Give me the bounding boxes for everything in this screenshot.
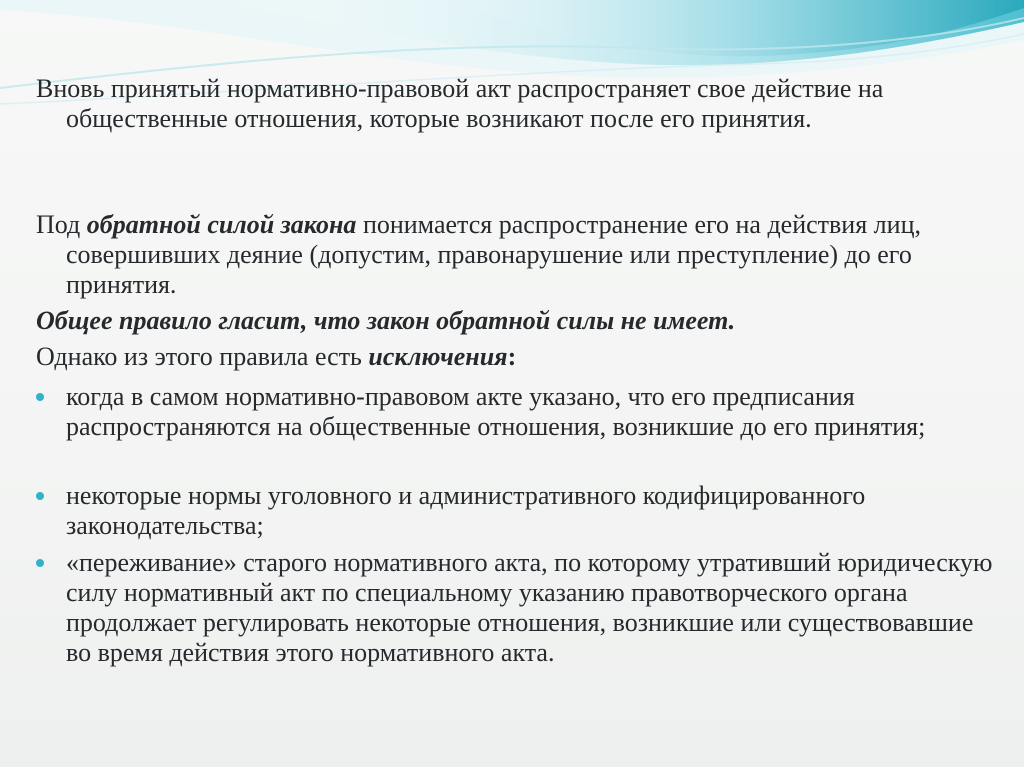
bullet-icon: [36, 393, 44, 401]
paragraph-exceptions-intro: [36, 342, 1024, 372]
paragraph-general-rule: [36, 306, 1024, 336]
paragraph-retroactive-definition: [36, 210, 1024, 300]
retroactive-force-term: обратной силой закона: [86, 210, 357, 239]
exceptions-word: исключения: [368, 342, 508, 371]
bullet-text: «переживание» старого нормативного акта, по которому утративший юридическую силу нормативный акт по специальному указанию правотворческого органа продолжает регулировать некоторые отношения, возникшие или существовавшие во время действия этого нормативного акта.: [66, 548, 993, 667]
paragraph-4-prefix: Однако из этого правила есть: [36, 342, 369, 371]
bullet-item: [66, 548, 996, 668]
bullet-item: [66, 481, 996, 541]
bullet-icon: [36, 559, 44, 567]
general-rule-text: Общее правило гласит, что закон обратной силы не имеет.: [36, 306, 736, 335]
bullet-text: когда в самом нормативно-правовом акте указано, что его предписания распространяются на общественные отношения, возникшие до его принятия;: [66, 382, 926, 441]
bullet-text: некоторые нормы уголовного и административного кодифицированного законодательства;: [66, 481, 866, 540]
paragraph-2-suffix: понимается распространение его на действия лиц, совершивших деяние (допустим, правонарушение или преступление) до его принятия.: [66, 210, 921, 299]
paragraph-new-act: Вновь принятый нормативно-правовой акт распространяет свое действие на общественные отношения, которые возникают после его принятия.: [36, 74, 884, 133]
paragraph-2-prefix: Под: [36, 210, 87, 239]
bullet-icon: [36, 492, 44, 500]
bullet-item: [66, 382, 996, 442]
paragraph-4-suffix: :: [507, 342, 517, 371]
